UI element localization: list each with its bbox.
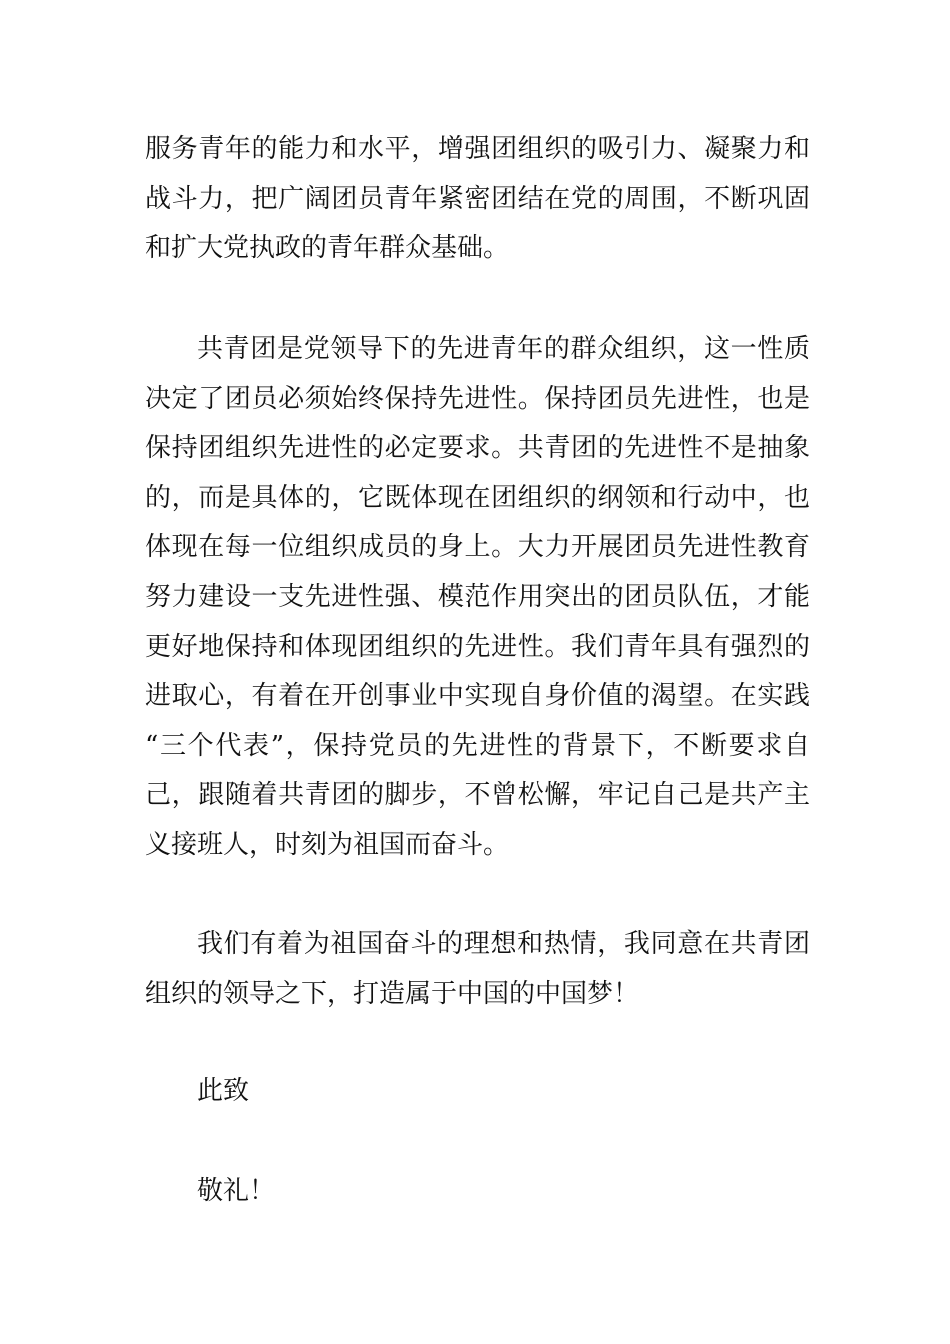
- closing-line-2: 敬礼！: [197, 1176, 276, 1206]
- paragraph-line: 的，而是具体的，它既体现在团组织的纲领和行动中，也: [145, 482, 810, 513]
- paragraph-line: 我们有着为祖国奋斗的理想和热情，我同意在共青团: [197, 929, 810, 959]
- paragraph-line: 更好地保持和体现团组织的先进性。我们青年具有强烈的: [145, 631, 810, 662]
- paragraph-line: 体现在每一位组织成员的身上。大力开展团员先进性教育: [145, 532, 810, 563]
- paragraph-2: [145, 325, 810, 871]
- paragraph-line: 努力建设一支先进性强、模范作用突出的团员队伍，才能: [145, 581, 810, 612]
- paragraph-3: [145, 920, 810, 1019]
- paragraph-line: 决定了团员必须始终保持先进性。保持团员先进性，也是: [145, 383, 810, 414]
- paragraph-line: 义接班人，时刻为祖国而奋斗。: [145, 829, 510, 860]
- paragraph-line: 服务青年的能力和水平，增强团组织的吸引力、凝聚力和: [145, 134, 810, 164]
- paragraph-line: “三个代表”，保持党员的先进性的背景下，不断要求自: [145, 730, 810, 761]
- paragraph-line: 保持团组织先进性的必定要求。共青团的先进性不是抽象: [145, 433, 810, 464]
- paragraph-line: 组织的领导之下，打造属于中国的中国梦！: [145, 978, 640, 1009]
- paragraph-line: 和扩大党执政的青年群众基础。: [145, 233, 510, 264]
- paragraph-line: 共青团是党领导下的先进青年的群众组织，这一性质: [197, 334, 810, 364]
- paragraph-1: [145, 125, 810, 274]
- closing-salutation: [145, 1067, 810, 1117]
- closing-line-1: 此致: [197, 1076, 250, 1106]
- paragraph-line: 进取心，有着在开创事业中实现自身价值的渴望。在实践: [145, 681, 810, 712]
- closing-regards: [145, 1167, 810, 1217]
- paragraph-line: 己，跟随着共青团的脚步，不曾松懈，牢记自己是共产主: [145, 780, 810, 811]
- paragraph-line: 战斗力，把广阔团员青年紧密团结在党的周围，不断巩固: [145, 183, 810, 214]
